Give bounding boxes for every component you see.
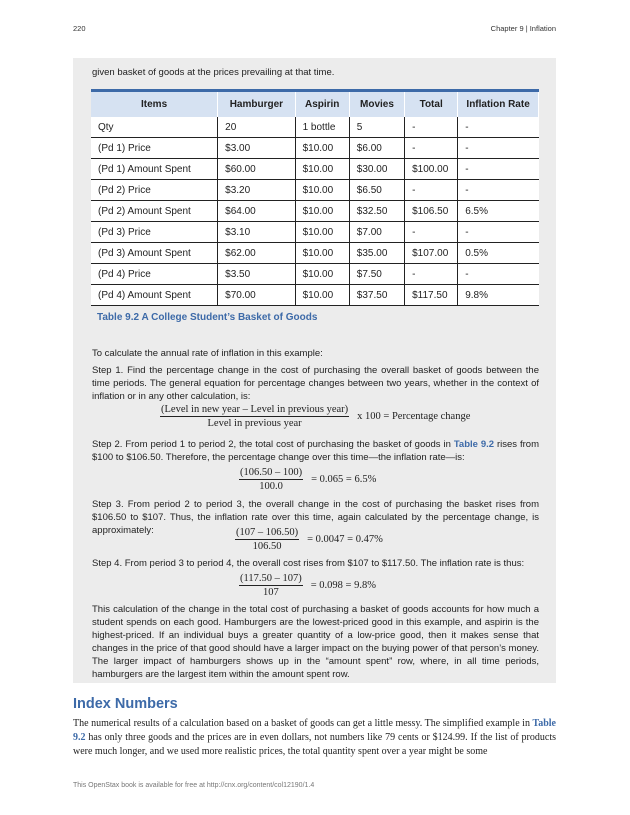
table-cell: -	[405, 264, 458, 285]
table-cell: $7.00	[349, 222, 404, 243]
table-cell: 5	[349, 117, 404, 138]
table-cell: -	[458, 180, 539, 201]
equation-result: x 100 = Percentage change	[357, 411, 471, 422]
table-row	[91, 117, 539, 138]
table-cell: $30.00	[349, 159, 404, 180]
basket-table	[91, 89, 539, 306]
step-4: Step 4. From period 3 to period 4, the overall cost rises from $107 to $117.50. The inflation rate is thus:	[92, 558, 525, 569]
table-link[interactable]: Table 9.2	[73, 718, 556, 743]
conclusion-text: This calculation of the change in the total cost of purchasing a basket of goods accounts for how much a student spends on each good. Hamburgers are the lowest-priced good in this example, and aspirin is the highest-priced. If an individual buys a greater quantity of a low-price good, then it makes sense that changes in the price of that good should have a larger impact on the buying power of that person’s money. The larger impact of hamburgers shows up in the “amount spent” row, where, in all time periods, hamburgers are the largest item within the amount spent row.	[92, 604, 539, 680]
table-cell: Qty	[91, 117, 218, 138]
table-cell: $10.00	[295, 264, 349, 285]
table-cell: 6.5%	[458, 201, 539, 222]
table-cell: (Pd 4) Price	[91, 264, 218, 285]
table-cell: (Pd 3) Price	[91, 222, 218, 243]
numerator: (117.50 – 107)	[240, 573, 302, 584]
step-2	[92, 438, 539, 464]
table-cell: $7.50	[349, 264, 404, 285]
header-cell: Items	[91, 91, 218, 118]
denominator: 106.50	[252, 541, 282, 552]
table-cell: -	[405, 117, 458, 138]
step-3: Step 3. From period 2 to period 3, the overall change in the cost of purchasing the basket rises from $106.50 to $107. Thus, the inflation rate over this time, again calculated by the percentage change, is approximately:	[92, 499, 539, 536]
table-header-row	[91, 91, 539, 118]
table-cell: $10.00	[295, 138, 349, 159]
table-cell: -	[458, 159, 539, 180]
equation-result: = 0.065 = 6.5%	[311, 474, 377, 485]
table-row	[91, 285, 539, 306]
table-cell: $3.10	[218, 222, 295, 243]
step-1: Step 1. Find the percentage change in the cost of purchasing the overall basket of goods between the time periods. The general equation for percentage changes between two years, whether in the context of inflation or in any other calculation, is:	[92, 365, 539, 402]
table-cell: (Pd 2) Amount Spent	[91, 201, 218, 222]
table-cell: $10.00	[295, 243, 349, 264]
equation-2	[239, 467, 376, 492]
table-row	[91, 180, 539, 201]
header-cell: Total	[405, 91, 458, 118]
table-cell: $70.00	[218, 285, 295, 306]
table-cell: 1 bottle	[295, 117, 349, 138]
table-cell: $6.00	[349, 138, 404, 159]
table-cell: $106.50	[405, 201, 458, 222]
table-cell: $117.50	[405, 285, 458, 306]
equation-result: = 0.098 = 9.8%	[310, 580, 376, 591]
equation-4	[239, 573, 376, 598]
table-row	[91, 138, 539, 159]
table-cell: (Pd 4) Amount Spent	[91, 285, 218, 306]
step-2-text-end: rises from $100 to $106.50. Therefore, the percentage change over this time—the inflation rate—is:	[92, 439, 539, 463]
fraction	[160, 404, 349, 429]
fraction	[239, 467, 303, 492]
section-body-text: The numerical results of a calculation based on a basket of goods can get a little messy. The simplified example in	[73, 718, 533, 729]
section-body	[73, 717, 556, 759]
table-row	[91, 243, 539, 264]
table-cell: $60.00	[218, 159, 295, 180]
denominator: Level in previous year	[207, 418, 302, 429]
fraction	[239, 573, 303, 598]
table-cell: $10.00	[295, 285, 349, 306]
table-cell: $64.00	[218, 201, 295, 222]
header-cell: Aspirin	[295, 91, 349, 118]
table-cell: -	[458, 138, 539, 159]
denominator: 107	[262, 587, 279, 598]
table-cell: 20	[218, 117, 295, 138]
table-cell: (Pd 2) Price	[91, 180, 218, 201]
equation-result: = 0.0047 = 0.47%	[307, 534, 383, 545]
footer-note: This OpenStax book is available for free at http://cnx.org/content/col12190/1.4	[73, 782, 315, 789]
table-link[interactable]: Table 9.2	[453, 439, 495, 450]
section-body-text-end: has only three goods and the prices are in even dollars, not numbers like 79 cents or $124.99. If the list of products were much longer, and we used more realistic prices, the total quantity spent over a year might be some	[73, 732, 556, 757]
table-cell: $100.00	[405, 159, 458, 180]
table-cell: 9.8%	[458, 285, 539, 306]
table-cell: -	[405, 222, 458, 243]
table-cell: (Pd 3) Amount Spent	[91, 243, 218, 264]
chapter-header: Chapter 9 | Inflation	[490, 24, 556, 33]
numerator: (106.50 – 100)	[240, 467, 303, 478]
table-cell: (Pd 1) Price	[91, 138, 218, 159]
table-caption: Table 9.2 A College Student’s Basket of Goods	[97, 312, 318, 323]
step-2-text: Step 2. From period 1 to period 2, the total cost of purchasing the basket of goods in	[92, 439, 454, 450]
equation-3	[235, 527, 383, 552]
calc-intro: To calculate the annual rate of inflation in this example:	[92, 348, 323, 359]
numerator: (Level in new year – Level in previous year)	[161, 404, 349, 415]
table-cell: -	[458, 117, 539, 138]
table-cell: $10.00	[295, 180, 349, 201]
table-cell: $10.00	[295, 159, 349, 180]
table-cell: 0.5%	[458, 243, 539, 264]
table-cell: $10.00	[295, 201, 349, 222]
numerator: (107 – 106.50)	[236, 527, 299, 538]
table-cell: $107.00	[405, 243, 458, 264]
table-cell: -	[458, 222, 539, 243]
table-row	[91, 264, 539, 285]
fraction	[235, 527, 299, 552]
equation-1	[160, 404, 470, 429]
header-cell: Movies	[349, 91, 404, 118]
table-cell: $37.50	[349, 285, 404, 306]
header-cell: Hamburger	[218, 91, 295, 118]
header-cell: Inflation Rate	[458, 91, 539, 118]
denominator: 100.0	[259, 481, 283, 492]
table-cell: $3.20	[218, 180, 295, 201]
table-cell: $35.00	[349, 243, 404, 264]
table-cell: -	[405, 138, 458, 159]
table-cell: -	[405, 180, 458, 201]
section-title: Index Numbers	[73, 696, 178, 712]
page-number: 220	[73, 24, 86, 33]
table-cell: $32.50	[349, 201, 404, 222]
table-cell: $62.00	[218, 243, 295, 264]
table-cell: (Pd 1) Amount Spent	[91, 159, 218, 180]
table-row	[91, 222, 539, 243]
table-row	[91, 159, 539, 180]
table-cell: $3.50	[218, 264, 295, 285]
table-cell: -	[458, 264, 539, 285]
intro-text: given basket of goods at the prices prevailing at that time.	[92, 67, 335, 78]
table-cell: $10.00	[295, 222, 349, 243]
table-row	[91, 201, 539, 222]
table-cell: $3.00	[218, 138, 295, 159]
table-cell: $6.50	[349, 180, 404, 201]
